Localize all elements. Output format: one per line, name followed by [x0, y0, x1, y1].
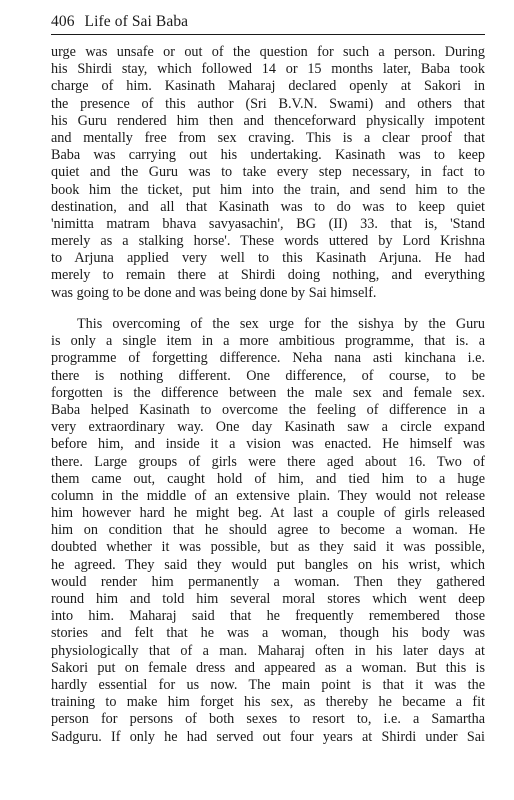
paragraph-2 — [51, 316, 485, 746]
text-line: him on condition that he should agree to become a woman. He — [51, 522, 485, 539]
text-line: 'nimitta matram bhava savyasachin', BG (II) 33. that is, 'Stand — [51, 215, 485, 232]
text-line: Baba was carrying out his undertaking. Kasinath was to keep — [51, 147, 485, 164]
text-line: him however hard he might beg. At last a couple of girls released — [51, 505, 485, 522]
text-line: This overcoming of the sex urge for the sishya by the Guru — [77, 316, 485, 332]
text-line: charge of him. Kasinath Maharaj declared openly at Sakori in — [51, 78, 485, 95]
text-line: there is nothing different. One difference, of course, to be — [51, 367, 485, 384]
text-line: stories and felt that he was a woman, though his body was — [51, 625, 485, 642]
text-line: person for persons of both sexes to resort to, i.e. a Samartha — [51, 711, 485, 728]
text-line: book him the ticket, put him into the train, and send him to the — [51, 181, 485, 198]
text-line: merely as a stalking horse'. These words uttered by Lord Krishna — [51, 233, 485, 250]
text-line: Baba helped Kasinath to overcome the feeling of difference in a — [51, 401, 485, 418]
text-line: column in the middle of an extensive plain. They would not release — [51, 487, 485, 504]
text-line: destination, and all that Kasinath was to do was to keep quiet — [51, 198, 485, 215]
text-line: merely to remain there at Shirdi doing nothing, and everything — [51, 267, 485, 284]
text-line: into him. Maharaj said that he frequently remembered those — [51, 608, 485, 625]
text-line: physiologically that of a man. Maharaj often in his later days at — [51, 642, 485, 659]
text-line: there. Large groups of girls were there aged about 16. Two of — [51, 453, 485, 470]
header-rule — [51, 34, 485, 35]
text-line: he agreed. They said they would put bangles on his wrist, which — [51, 556, 485, 573]
text-line: and mentally free from sex craving. This is a clear proof that — [51, 129, 485, 146]
text-line: his Shirdi stay, which followed 14 or 15 months later, Baba took — [51, 61, 485, 78]
text-line: training to make him forget his sex, as thereby he became a fit — [51, 694, 485, 711]
text-line: Sadguru. If only he had served out four years at Shirdi under Sai — [51, 728, 485, 745]
text-line: round him and told him several moral stores which went deep — [51, 591, 485, 607]
text-line: was going to be done and was being done by Sai himself. — [51, 284, 377, 301]
text-line: doubted whether it was possible, but as they said it was possible, — [51, 539, 485, 556]
running-title: Life of Sai Baba — [84, 13, 189, 30]
text-line: urge was unsafe or out of the question for such a person. During — [51, 44, 485, 60]
text-line: to Arjuna applied very well to this Kasinath Arjuna. He had — [51, 250, 485, 267]
text-line: his Guru rendered him then and thenceforward physically impotent — [51, 112, 485, 129]
text-line: before him, and inside it a vision was enacted. He himself was — [51, 436, 485, 453]
text-line: hardly essential for us now. The main point is that it was the — [51, 676, 485, 693]
text-line: the presence of this author (Sri B.V.N. Swami) and others that — [51, 95, 485, 112]
text-line: would render him permanently a woman. Then they gathered — [51, 573, 485, 590]
text-line: Sakori put on female dress and appeared as a woman. But this is — [51, 659, 485, 676]
text-line: forgotten is the difference between the male sex and female sex. — [51, 384, 485, 401]
text-line: programme of forgetting difference. Neha nana asti kinchana i.e. — [51, 350, 485, 367]
running-header — [51, 13, 188, 31]
text-line: very extraordinary way. One day Kasinath saw a circle expand — [51, 419, 485, 436]
text-line: them came out, caught hold of him, and tied him to a huge — [51, 470, 485, 487]
paragraph-1 — [51, 44, 485, 302]
text-line: is only a single item in a more ambitious programme, that is. a — [51, 333, 485, 350]
page-number: 406 — [51, 13, 75, 30]
text-line: quiet and the Guru was to take every step necessary, in fact to — [51, 164, 485, 181]
